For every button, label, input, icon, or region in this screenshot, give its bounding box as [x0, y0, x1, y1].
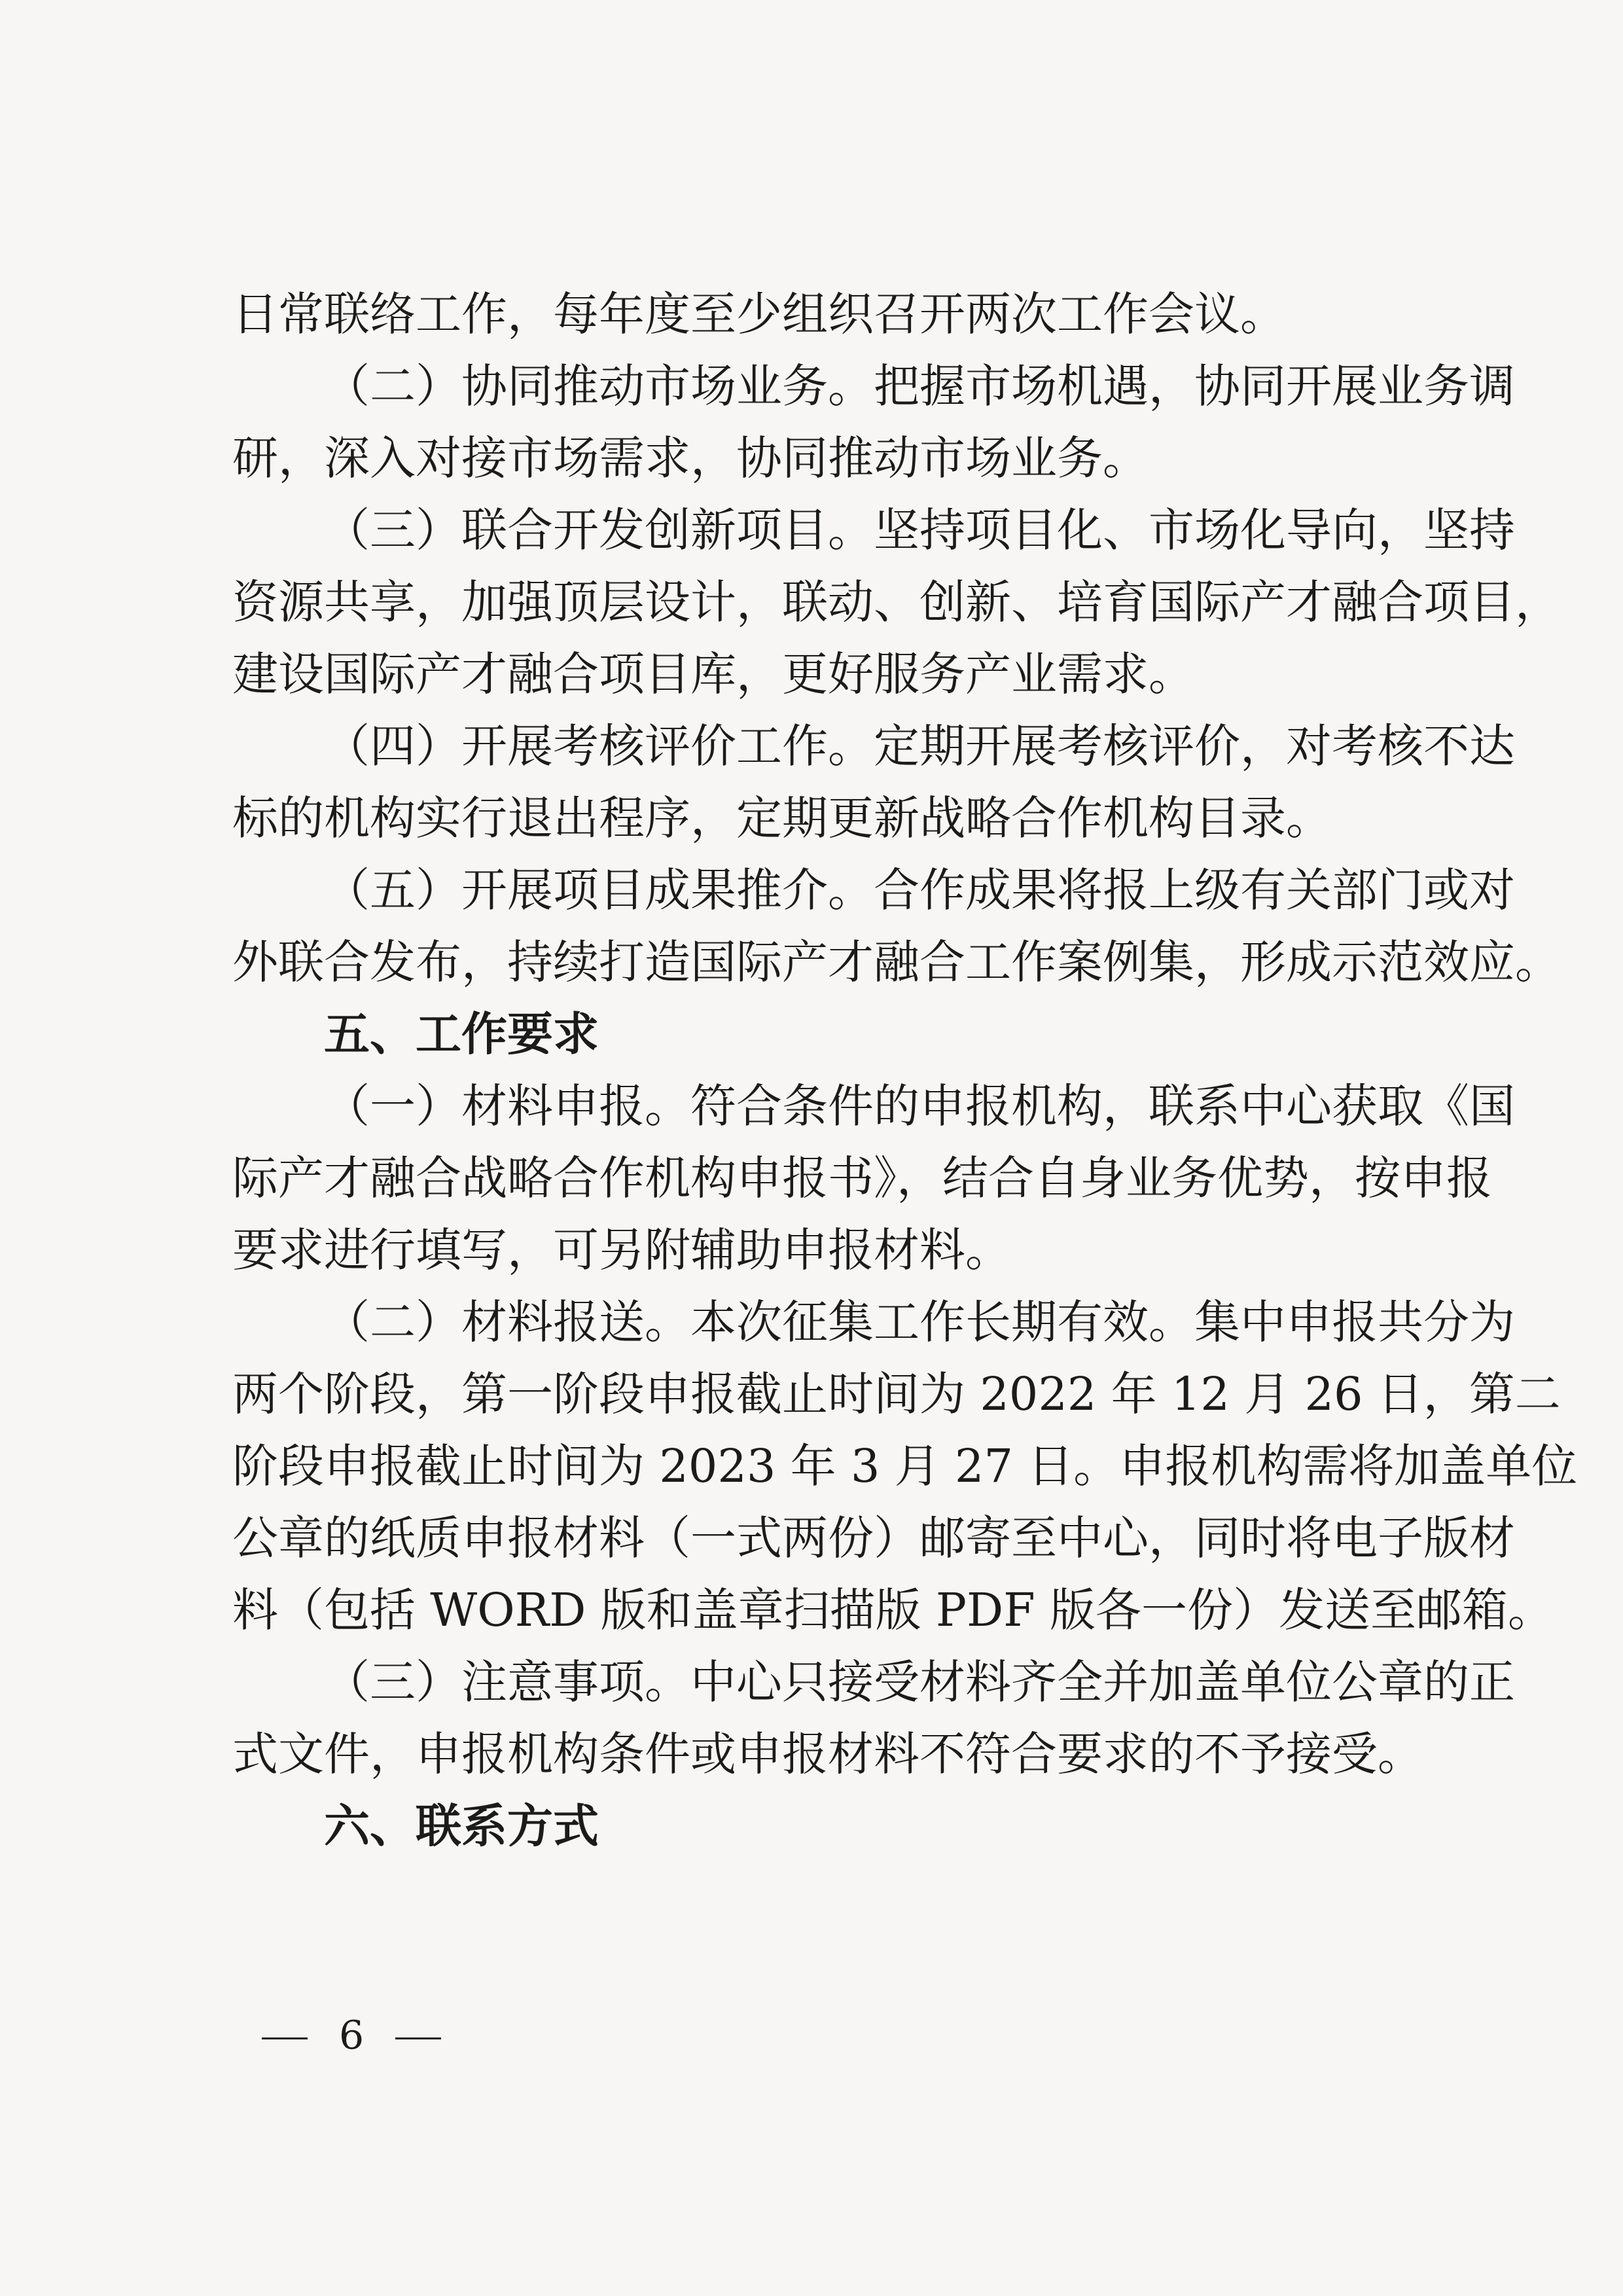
text-line: 外联合发布，持续打造国际产才融合工作案例集，形成示范效应。 [232, 935, 1561, 989]
paragraph [232, 494, 1561, 710]
footer-dash-left [262, 2037, 308, 2039]
text-line: 标的机构实行退出程序，定期更新战略合作机构目录。 [232, 791, 1332, 845]
page-number: 6 [339, 2013, 365, 2058]
paragraph [232, 1286, 1578, 1646]
paragraph [232, 854, 1561, 998]
paragraph [232, 1070, 1515, 1286]
heading-text: 五、工作要求 [324, 1007, 599, 1061]
text-line: 研，深入对接市场需求，协同推动市场业务。 [232, 431, 1149, 485]
text-line: （三）注意事项。中心只接受材料齐全并加盖单位公章的正 [324, 1655, 1515, 1709]
text-line: 日常联络工作，每年度至少组织召开两次工作会议。 [232, 287, 1286, 341]
text-line: 两个阶段，第一阶段申报截止时间为 2022 年 12 月 26 日，第二 [232, 1367, 1561, 1421]
text-line: 公章的纸质申报材料（一式两份）邮寄至中心，同时将电子版材 [232, 1511, 1515, 1565]
text-line: 要求进行填写，可另附辅助申报材料。 [232, 1223, 1011, 1277]
paragraph [232, 278, 1430, 350]
page-footer [262, 2000, 441, 2072]
text-line: （三）联合开发创新项目。坚持项目化、市场化导向，坚持 [324, 503, 1515, 557]
paragraph [232, 1646, 1515, 1790]
text-line: （五）开展项目成果推介。合作成果将报上级有关部门或对 [324, 863, 1515, 917]
document-body [232, 278, 1578, 1862]
text-line: 建设国际产才融合项目库，更好服务产业需求。 [232, 647, 1194, 701]
text-line: （二）材料报送。本次征集工作长期有效。集中申报共分为 [324, 1295, 1515, 1349]
footer-dash-right [395, 2037, 441, 2039]
text-line: 际产才融合战略合作机构申报书》，结合自身业务优势，按申报 [232, 1151, 1492, 1205]
text-line: （二）协同推动市场业务。把握市场机遇，协同开展业务调 [324, 359, 1515, 413]
heading-text: 六、联系方式 [324, 1799, 599, 1853]
text-line: 式文件，申报机构条件或申报材料不符合要求的不予接受。 [232, 1727, 1423, 1781]
section-heading [232, 1790, 1430, 1862]
text-line: （一）材料申报。符合条件的申报机构，联系中心获取《国 [324, 1079, 1515, 1133]
text-line: （四）开展考核评价工作。定期开展考核评价，对考核不达 [324, 719, 1515, 773]
text-line: 料（包括 WORD 版和盖章扫描版 PDF 版各一份）发送至邮箱。 [232, 1583, 1554, 1637]
text-line: 资源共享，加强顶层设计，联动、创新、培育国际产才融合项目， [232, 575, 1561, 629]
paragraph [232, 710, 1515, 854]
section-heading [232, 998, 1430, 1070]
paragraph [232, 350, 1515, 494]
text-line: 阶段申报截止时间为 2023 年 3 月 27 日。申报机构需将加盖单位 [232, 1439, 1578, 1493]
